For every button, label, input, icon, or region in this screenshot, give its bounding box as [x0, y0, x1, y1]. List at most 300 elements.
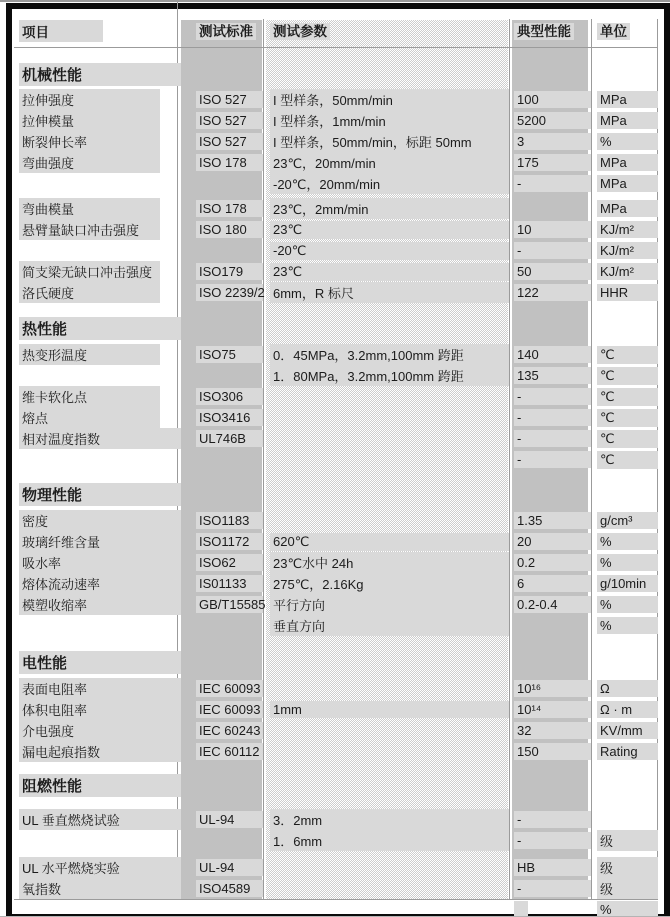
item-cell: [14, 198, 181, 219]
value-text: 32: [514, 722, 591, 739]
parameter-text: I 型样条，50mm/min: [270, 89, 509, 110]
parameter-cell: [263, 533, 509, 551]
unit-text: g/10min: [597, 575, 658, 592]
unit-cell: [591, 743, 658, 760]
value-text: HB: [514, 859, 591, 876]
unit-text: ℃: [597, 451, 658, 469]
unit-cell: [591, 154, 658, 171]
standard-cell: [181, 722, 263, 739]
value-cell: [509, 880, 591, 897]
value-text: 0.2: [514, 554, 591, 571]
item-cell: [14, 131, 181, 152]
unit-text: Rating: [597, 743, 658, 760]
table-row: [14, 720, 658, 741]
value-cell: [509, 596, 591, 613]
unit-text: g/cm³: [597, 512, 658, 529]
item-text: 体积电阻率: [19, 699, 181, 720]
item-cell: [14, 594, 181, 615]
standard-cell: [181, 284, 263, 301]
section-cell: [14, 774, 181, 797]
standard-text: ISO 527: [196, 112, 263, 129]
parameter-text: 6mm，R 标尺: [270, 282, 509, 303]
unit-cell: [591, 554, 658, 571]
parameter-text: 垂直方向: [270, 615, 509, 636]
standard-text: UL-94: [196, 811, 263, 828]
item-text: 表面电阻率: [19, 678, 181, 699]
standard-text: ISO4589: [196, 880, 263, 897]
parameter-text: 23℃: [270, 221, 509, 239]
parameter-cell: [263, 701, 509, 718]
item-text: 简支梁无缺口冲击强度: [19, 261, 160, 282]
standard-cell: [181, 811, 263, 828]
unit-text: %: [597, 901, 658, 917]
item-cell: [14, 741, 181, 762]
standard-text: IEC 60093: [196, 701, 263, 718]
header-label-typical: 典型性能: [514, 23, 574, 40]
properties-table: [14, 16, 658, 917]
section-cell: [14, 483, 181, 506]
item-cell: [14, 282, 181, 303]
parameter-text: I 型样条，50mm/min，标距 50mm: [270, 131, 509, 152]
section-row: [14, 310, 658, 340]
section-title: 热性能: [19, 317, 181, 340]
unit-cell: [591, 533, 658, 550]
parameter-cell: [263, 89, 509, 110]
item-cell: [14, 573, 181, 594]
unit-cell: [591, 346, 658, 364]
unit-cell: [591, 451, 658, 469]
unit-text: %: [597, 554, 658, 571]
unit-cell: [591, 680, 658, 697]
value-text: -: [514, 811, 591, 828]
section-title: 电性能: [19, 651, 181, 674]
value-cell: [509, 859, 591, 876]
standard-cell: [181, 263, 263, 280]
value-cell: [509, 451, 591, 468]
standard-text: ISO306: [196, 388, 263, 405]
item-cell: [14, 552, 181, 573]
parameter-cell: [263, 131, 509, 152]
table-row: [14, 89, 658, 110]
table-row: [14, 830, 658, 851]
row-spacer: [14, 303, 658, 310]
parameter-text: 平行方向: [270, 594, 509, 615]
value-cell: [509, 832, 591, 849]
table-row: [14, 573, 658, 594]
unit-text: MPa: [597, 91, 658, 108]
value-text: -: [514, 832, 591, 849]
item-cell: [14, 261, 181, 282]
table-row: [14, 428, 658, 449]
section-cell: [14, 317, 181, 340]
unit-text: Ω · m: [597, 701, 658, 718]
table-row: [14, 552, 658, 573]
parameter-cell: [263, 830, 509, 851]
unit-cell: [591, 575, 658, 592]
value-text: 5200: [514, 112, 591, 129]
unit-text: MPa: [597, 154, 658, 171]
unit-text: 级: [597, 857, 658, 878]
item-text: 拉伸模量: [19, 110, 160, 131]
table-row: [14, 510, 658, 531]
item-text: 吸水率: [19, 552, 181, 573]
table-row: [14, 173, 658, 194]
standard-text: IEC 60243: [196, 722, 263, 739]
standard-text: IS01133: [196, 575, 263, 592]
item-cell: [14, 878, 181, 899]
unit-text: HHR: [597, 284, 658, 301]
parameter-cell: [263, 344, 509, 365]
value-cell: [509, 284, 591, 301]
value-cell: [509, 133, 591, 150]
table-row: [14, 365, 658, 386]
item-cell: [14, 89, 181, 110]
standard-cell: [181, 512, 263, 529]
unit-cell: [591, 878, 658, 899]
item-text: 维卡软化点: [19, 386, 160, 407]
item-cell: [14, 857, 181, 878]
item-text: 洛氏硬度: [19, 282, 160, 303]
standard-cell: [181, 388, 263, 405]
table-row: [14, 741, 658, 762]
parameter-cell: [263, 152, 509, 173]
value-cell: [509, 743, 591, 760]
value-cell: [509, 701, 591, 718]
table-row: [14, 678, 658, 699]
unit-text: MPa: [597, 112, 658, 129]
item-text: 熔体流动速率: [19, 573, 181, 594]
table-header-row: [14, 16, 658, 46]
unit-cell: [591, 112, 658, 129]
value-text: 50: [514, 263, 591, 280]
unit-text: MPa: [597, 175, 658, 192]
table-row: [14, 531, 658, 552]
unit-cell: [591, 175, 658, 192]
unit-text: 级: [597, 830, 658, 851]
section-cell: [14, 63, 181, 86]
value-text: -: [514, 430, 591, 447]
standard-text: UL746B: [196, 430, 263, 447]
item-cell: [14, 219, 181, 240]
value-text: 100: [514, 91, 591, 108]
parameter-text: -20℃，20mm/min: [270, 173, 509, 194]
value-text: 122: [514, 284, 591, 301]
unit-cell: [591, 596, 658, 613]
standard-cell: [181, 743, 263, 760]
parameter-text: 1mm: [270, 701, 509, 718]
item-text: 熔点: [19, 407, 160, 428]
header-cell-typical: [509, 20, 591, 40]
standard-text: ISO 2239/2: [196, 284, 263, 301]
unit-text: KV/mm: [597, 722, 658, 739]
unit-cell: [591, 200, 658, 217]
header-cell-item: [14, 20, 181, 42]
value-text: 150: [514, 743, 591, 760]
value-text: -: [514, 880, 591, 897]
table-row: [14, 449, 658, 470]
table-row: [14, 240, 658, 261]
value-text: 140: [514, 346, 591, 363]
value-cell: [509, 367, 591, 384]
table-row: [14, 809, 658, 830]
item-cell: [14, 678, 181, 699]
value-text: 20: [514, 533, 591, 550]
table-row: [14, 282, 658, 303]
section-row: [14, 644, 658, 674]
value-text: -: [514, 175, 591, 192]
unit-cell: [591, 221, 658, 238]
header-cell-standard: [181, 20, 263, 40]
item-text: 密度: [19, 510, 181, 531]
table-row: [14, 615, 658, 636]
value-cell: [509, 554, 591, 571]
unit-cell: [591, 284, 658, 301]
unit-cell: [591, 857, 658, 878]
section-row: [14, 476, 658, 506]
standard-text: ISO1172: [196, 533, 263, 550]
parameter-cell: [263, 615, 509, 636]
unit-cell: [591, 367, 658, 385]
standard-text: ISO75: [196, 346, 263, 363]
row-spacer: [14, 797, 658, 809]
parameter-text: 275℃，2.16Kg: [270, 573, 509, 594]
value-cell: [509, 512, 591, 529]
table-row: [14, 131, 658, 152]
item-cell: [14, 720, 181, 741]
item-cell: [14, 510, 181, 531]
section-row: [14, 56, 658, 86]
table-row: [14, 899, 658, 917]
section-cell: [14, 651, 181, 674]
value-cell: [509, 154, 591, 171]
standard-cell: [181, 880, 263, 897]
item-cell: [14, 699, 181, 720]
table-row: [14, 219, 658, 240]
standard-text: IEC 60112: [196, 743, 263, 760]
table-rows: [14, 46, 658, 917]
item-text: 模塑收缩率: [19, 594, 181, 615]
unit-text: ℃: [597, 409, 658, 427]
value-cell: [509, 263, 591, 280]
value-text: -: [514, 451, 591, 468]
parameter-cell: [263, 552, 509, 573]
unit-text: ℃: [597, 367, 658, 385]
parameter-cell: [263, 173, 509, 194]
unit-cell: [591, 901, 658, 917]
unit-cell: [591, 722, 658, 739]
value-cell: [509, 575, 591, 592]
row-spacer: [14, 46, 658, 56]
item-text: UL 垂直燃烧试验: [19, 809, 181, 830]
unit-text: %: [597, 617, 658, 634]
parameter-cell: [263, 221, 509, 239]
unit-cell: [591, 409, 658, 427]
standard-text: IEC 60093: [196, 680, 263, 697]
table-row: [14, 386, 658, 407]
item-text: 悬臂量缺口冲击强度: [19, 219, 160, 240]
standard-text: ISO 178: [196, 154, 263, 171]
unit-cell: [591, 91, 658, 108]
value-cell: [509, 112, 591, 129]
item-text: 相对温度指数: [19, 428, 181, 449]
standard-cell: [181, 112, 263, 129]
standard-cell: [181, 575, 263, 592]
unit-text: ℃: [597, 388, 658, 406]
unit-cell: [591, 263, 658, 280]
parameter-cell: [263, 198, 509, 219]
value-cell: [509, 430, 591, 447]
parameter-text: 1．6mm: [270, 830, 509, 851]
parameter-text: I 型样条，1mm/min: [270, 110, 509, 131]
parameter-text: 23℃: [270, 263, 509, 281]
item-text: 热变形温度: [19, 344, 160, 365]
value-text: 135: [514, 367, 591, 384]
parameter-cell: [263, 263, 509, 281]
value-text: 3: [514, 133, 591, 150]
value-text: 6: [514, 575, 591, 592]
standard-text: UL-94: [196, 859, 263, 876]
standard-cell: [181, 701, 263, 718]
parameter-cell: [263, 110, 509, 131]
parameter-text: 23℃，20mm/min: [270, 152, 509, 173]
value-cell: [509, 901, 591, 917]
parameter-cell: [263, 573, 509, 594]
table-row: [14, 699, 658, 720]
standard-text: ISO62: [196, 554, 263, 571]
item-cell: [14, 110, 181, 131]
standard-cell: [181, 154, 263, 171]
table-content: [14, 16, 658, 917]
standard-text: GB/T15585: [196, 596, 263, 613]
unit-cell: [591, 388, 658, 406]
table-row: [14, 152, 658, 173]
parameter-cell: [263, 365, 509, 386]
item-text: 拉伸强度: [19, 89, 160, 110]
standard-cell: [181, 554, 263, 571]
standard-cell: [181, 680, 263, 697]
value-cell: [509, 175, 591, 192]
item-cell: [14, 344, 181, 365]
section-title: 阻燃性能: [19, 774, 181, 797]
item-text: UL 水平燃烧实验: [19, 857, 181, 878]
standard-text: ISO3416: [196, 409, 263, 426]
unit-cell: [591, 242, 658, 259]
header-cell-unit: [591, 20, 658, 40]
value-text: 10¹⁶: [514, 680, 591, 697]
parameter-cell: [263, 242, 509, 260]
value-cell: [509, 409, 591, 426]
header-label-item: 项目: [19, 20, 103, 42]
header-label-standard: 测试标准: [196, 23, 256, 40]
standard-cell: [181, 346, 263, 363]
item-text: 氧指数: [19, 878, 181, 899]
item-text: 漏电起痕指数: [19, 741, 181, 762]
header-cell-parameter: [263, 20, 509, 40]
unit-text: KJ/m²: [597, 263, 658, 280]
value-text: 0.2-0.4: [514, 596, 591, 613]
value-text: -: [514, 388, 591, 405]
page-top-edge-line: [0, 0, 670, 2]
value-cell: [509, 811, 591, 828]
value-text: 10: [514, 221, 591, 238]
standard-text: ISO179: [196, 263, 263, 280]
item-text: 弯曲强度: [19, 152, 160, 173]
standard-cell: [181, 596, 266, 613]
table-row: [14, 198, 658, 219]
standard-cell: [181, 533, 263, 550]
value-cell: [509, 242, 591, 259]
table-row: [14, 344, 658, 365]
value-cell: [509, 680, 591, 697]
value-cell: [509, 221, 591, 238]
unit-text: ℃: [597, 346, 658, 364]
header-label-parameter: 测试参数: [270, 23, 330, 40]
standard-cell: [181, 409, 263, 426]
table-row: [14, 407, 658, 428]
standard-text: ISO 180: [196, 221, 263, 238]
unit-text: KJ/m²: [597, 242, 658, 259]
item-text: 玻璃纤维含量: [19, 531, 181, 552]
item-text: 介电强度: [19, 720, 181, 741]
value-text: -: [514, 242, 591, 259]
standard-cell: [181, 133, 263, 150]
section-title: 物理性能: [19, 483, 181, 506]
value-cell: [509, 722, 591, 739]
empty-highlight: [514, 901, 528, 916]
unit-text: %: [597, 133, 658, 150]
unit-text: %: [597, 596, 658, 613]
value-cell: [509, 388, 591, 405]
standard-cell: [181, 859, 263, 876]
item-cell: [14, 152, 181, 173]
standard-text: ISO 527: [196, 133, 263, 150]
table-row: [14, 857, 658, 878]
value-text: -: [514, 409, 591, 426]
item-cell: [14, 531, 181, 552]
standard-cell: [181, 91, 263, 108]
parameter-text: 3．2mm: [270, 809, 509, 830]
standard-text: ISO 178: [196, 200, 263, 217]
row-spacer: [14, 636, 658, 644]
parameter-text: -20℃: [270, 242, 509, 260]
unit-text: 级: [597, 878, 658, 899]
unit-cell: [591, 617, 658, 634]
value-cell: [509, 346, 591, 363]
standard-cell: [181, 200, 263, 217]
parameter-text: 1．80MPa，3.2mm,100mm 跨距: [270, 365, 509, 386]
table-row: [14, 261, 658, 282]
item-cell: [14, 428, 181, 449]
item-cell: [14, 407, 181, 428]
section-title: 机械性能: [19, 63, 181, 86]
standard-text: ISO1183: [196, 512, 263, 529]
header-label-unit: 单位: [597, 23, 630, 40]
section-row: [14, 767, 658, 797]
unit-cell: [591, 701, 658, 718]
parameter-cell: [263, 594, 509, 615]
unit-text: %: [597, 533, 658, 550]
parameter-cell: [263, 282, 509, 303]
item-text: 弯曲模量: [19, 198, 160, 219]
table-row: [14, 878, 658, 899]
unit-cell: [591, 133, 658, 150]
unit-cell: [591, 430, 658, 448]
value-text: 1.35: [514, 512, 591, 529]
unit-text: Ω: [597, 680, 658, 697]
item-cell: [14, 386, 181, 407]
standard-cell: [181, 221, 263, 238]
standard-cell: [181, 430, 263, 447]
